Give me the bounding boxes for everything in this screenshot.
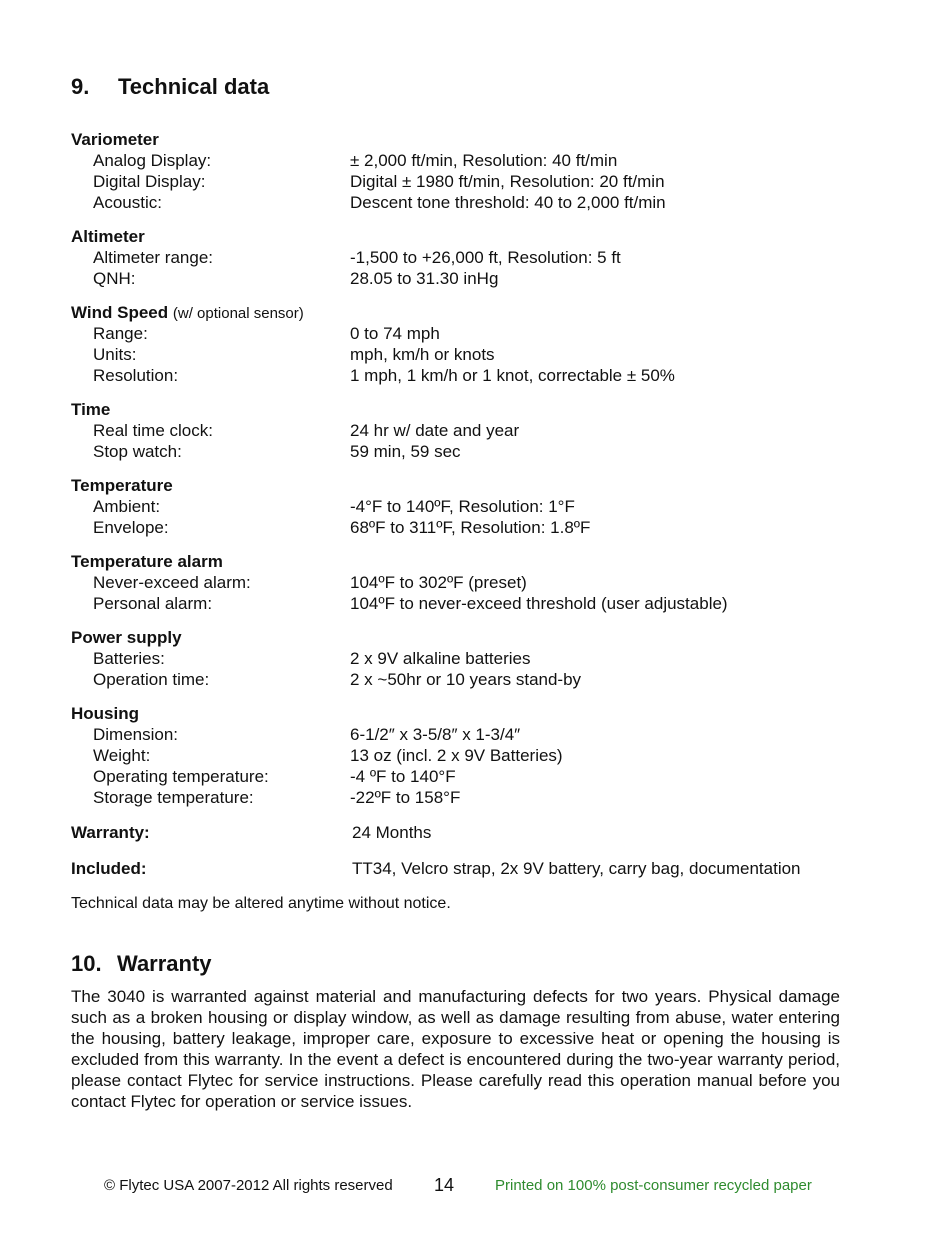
spec-label: Range:: [93, 324, 148, 343]
spec-row: [71, 150, 871, 171]
spec-row: [71, 496, 871, 517]
spec-value: -1,500 to +26,000 ft, Resolution: 5 ft: [350, 248, 621, 267]
spec-label: QNH:: [93, 269, 136, 288]
spec-label: Analog Display:: [93, 151, 212, 170]
included-value: TT34, Velcro strap, 2x 9V battery, carry bag, documentation: [352, 859, 801, 878]
spec-value: 1 mph, 1 km/h or 1 knot, correctable ± 50%: [350, 366, 675, 385]
spec-label: Personal alarm:: [93, 594, 213, 613]
spec-row: [71, 268, 871, 289]
spec-row: [71, 593, 871, 614]
spec-label: Operation time:: [93, 670, 210, 689]
spec-label: Envelope:: [93, 518, 169, 537]
warranty-value: 24 Months: [352, 823, 432, 842]
group-heading-note: (w/ optional sensor): [172, 305, 304, 322]
technical-data-list: [71, 130, 871, 914]
spec-label: Dimension:: [93, 725, 179, 744]
spec-value: ± 2,000 ft/min, Resolution: 40 ft/min: [350, 151, 618, 170]
spec-row: [71, 247, 871, 268]
spec-label: Never-exceed alarm:: [93, 573, 251, 592]
group-heading: [71, 303, 871, 323]
spec-value: 68ºF to 311ºF, Resolution: 1.8ºF: [350, 518, 591, 537]
spec-label: Acoustic:: [93, 193, 162, 212]
spec-value: 104ºF to never-exceed threshold (user adjustable): [350, 594, 728, 613]
spec-value: Digital ± 1980 ft/min, Resolution: 20 ft/min: [350, 172, 665, 191]
spec-row: [71, 420, 871, 441]
warranty-paragraph: The 3040 is warranted against material and manufacturing defects for two years. Physical damage such as a broken housing or display window, as well as damage resulting from abuse, water entering the housing, battery leakage, improper care, exposure to excessive heat or opening the housing is excluded from this warranty. In the event a defect is encountered during the two-year warranty period, please contact Flytec for service instructions. Please carefully read this operation manual before you contact Flytec for operation or service issues.: [71, 987, 840, 1111]
spec-row: [71, 171, 871, 192]
page-number: 14: [434, 1175, 455, 1195]
group-housing: [71, 704, 871, 808]
spec-row: [71, 724, 871, 745]
spec-label: Units:: [93, 345, 137, 364]
spec-value: 24 hr w/ date and year: [350, 421, 520, 440]
section-10-title: Warranty: [117, 951, 212, 976]
group-temperature: [71, 476, 871, 538]
group-heading: Altimeter: [71, 227, 145, 246]
spec-label: Ambient:: [93, 497, 161, 516]
spec-row: [71, 323, 871, 344]
recycled-paper-note: Printed on 100% post-consumer recycled paper: [495, 1177, 812, 1194]
group-time: [71, 400, 871, 462]
section-10-number: 10.: [71, 951, 102, 976]
section-10-heading: [71, 951, 212, 977]
section-9-title: Technical data: [118, 74, 270, 99]
spec-row: [71, 192, 871, 213]
spec-value: 13 oz (incl. 2 x 9V Batteries): [350, 746, 563, 765]
spec-row: [71, 517, 871, 538]
spec-value: 2 x ~50hr or 10 years stand-by: [350, 670, 582, 689]
spec-row: [71, 572, 871, 593]
alteration-notice: Technical data may be altered anytime without notice.: [71, 895, 451, 912]
spec-value: 6-1/2″ x 3-5/8″ x 1-3/4″: [350, 725, 521, 744]
group-heading: Temperature alarm: [71, 552, 223, 571]
spec-row: [71, 648, 871, 669]
section-9-number: 9.: [71, 74, 90, 99]
spec-row: [71, 344, 871, 365]
group-heading: Temperature: [71, 476, 173, 495]
spec-label: Digital Display:: [93, 172, 206, 191]
warranty-row: [71, 822, 871, 843]
spec-label: Weight:: [93, 746, 151, 765]
group-wind-speed: [71, 303, 871, 386]
spec-value: Descent tone threshold: 40 to 2,000 ft/min: [350, 193, 666, 212]
spec-label: Batteries:: [93, 649, 165, 668]
spec-value: 28.05 to 31.30 inHg: [350, 269, 499, 288]
spec-value: 0 to 74 mph: [350, 324, 440, 343]
spec-row: [71, 669, 871, 690]
section-9-heading: [71, 74, 269, 100]
spec-row: [71, 745, 871, 766]
spec-label: Real time clock:: [93, 421, 213, 440]
group-altimeter: [71, 227, 871, 289]
copyright-text: © Flytec USA 2007-2012 All rights reserved: [104, 1177, 393, 1194]
spec-value: -4°F to 140ºF, Resolution: 1°F: [350, 497, 575, 516]
spec-row: [71, 365, 871, 386]
group-variometer: [71, 130, 871, 213]
spec-label: Altimeter range:: [93, 248, 213, 267]
spec-row: [71, 787, 871, 808]
spec-value: 104ºF to 302ºF (preset): [350, 573, 527, 592]
spec-value: -22ºF to 158°F: [350, 788, 461, 807]
spec-label: Resolution:: [93, 366, 179, 385]
spec-label: Stop watch:: [93, 442, 182, 461]
included-label: Included:: [71, 859, 147, 878]
spec-value: -4 ºF to 140°F: [350, 767, 456, 786]
warranty-label: Warranty:: [71, 823, 150, 842]
spec-value: 2 x 9V alkaline batteries: [350, 649, 531, 668]
spec-row: [71, 766, 871, 787]
spec-label: Storage temperature:: [93, 788, 254, 807]
group-heading: Power supply: [71, 628, 182, 647]
spec-row: [71, 441, 871, 462]
group-heading: Housing: [71, 704, 139, 723]
spec-label: Operating temperature:: [93, 767, 269, 786]
group-heading: Variometer: [71, 130, 159, 149]
group-heading-text: Wind Speed: [71, 303, 169, 322]
spec-value: mph, km/h or knots: [350, 345, 495, 364]
included-row: [71, 858, 871, 879]
group-power-supply: [71, 628, 871, 690]
group-heading: Time: [71, 400, 111, 419]
group-temperature-alarm: [71, 552, 871, 614]
spec-value: 59 min, 59 sec: [350, 442, 461, 461]
